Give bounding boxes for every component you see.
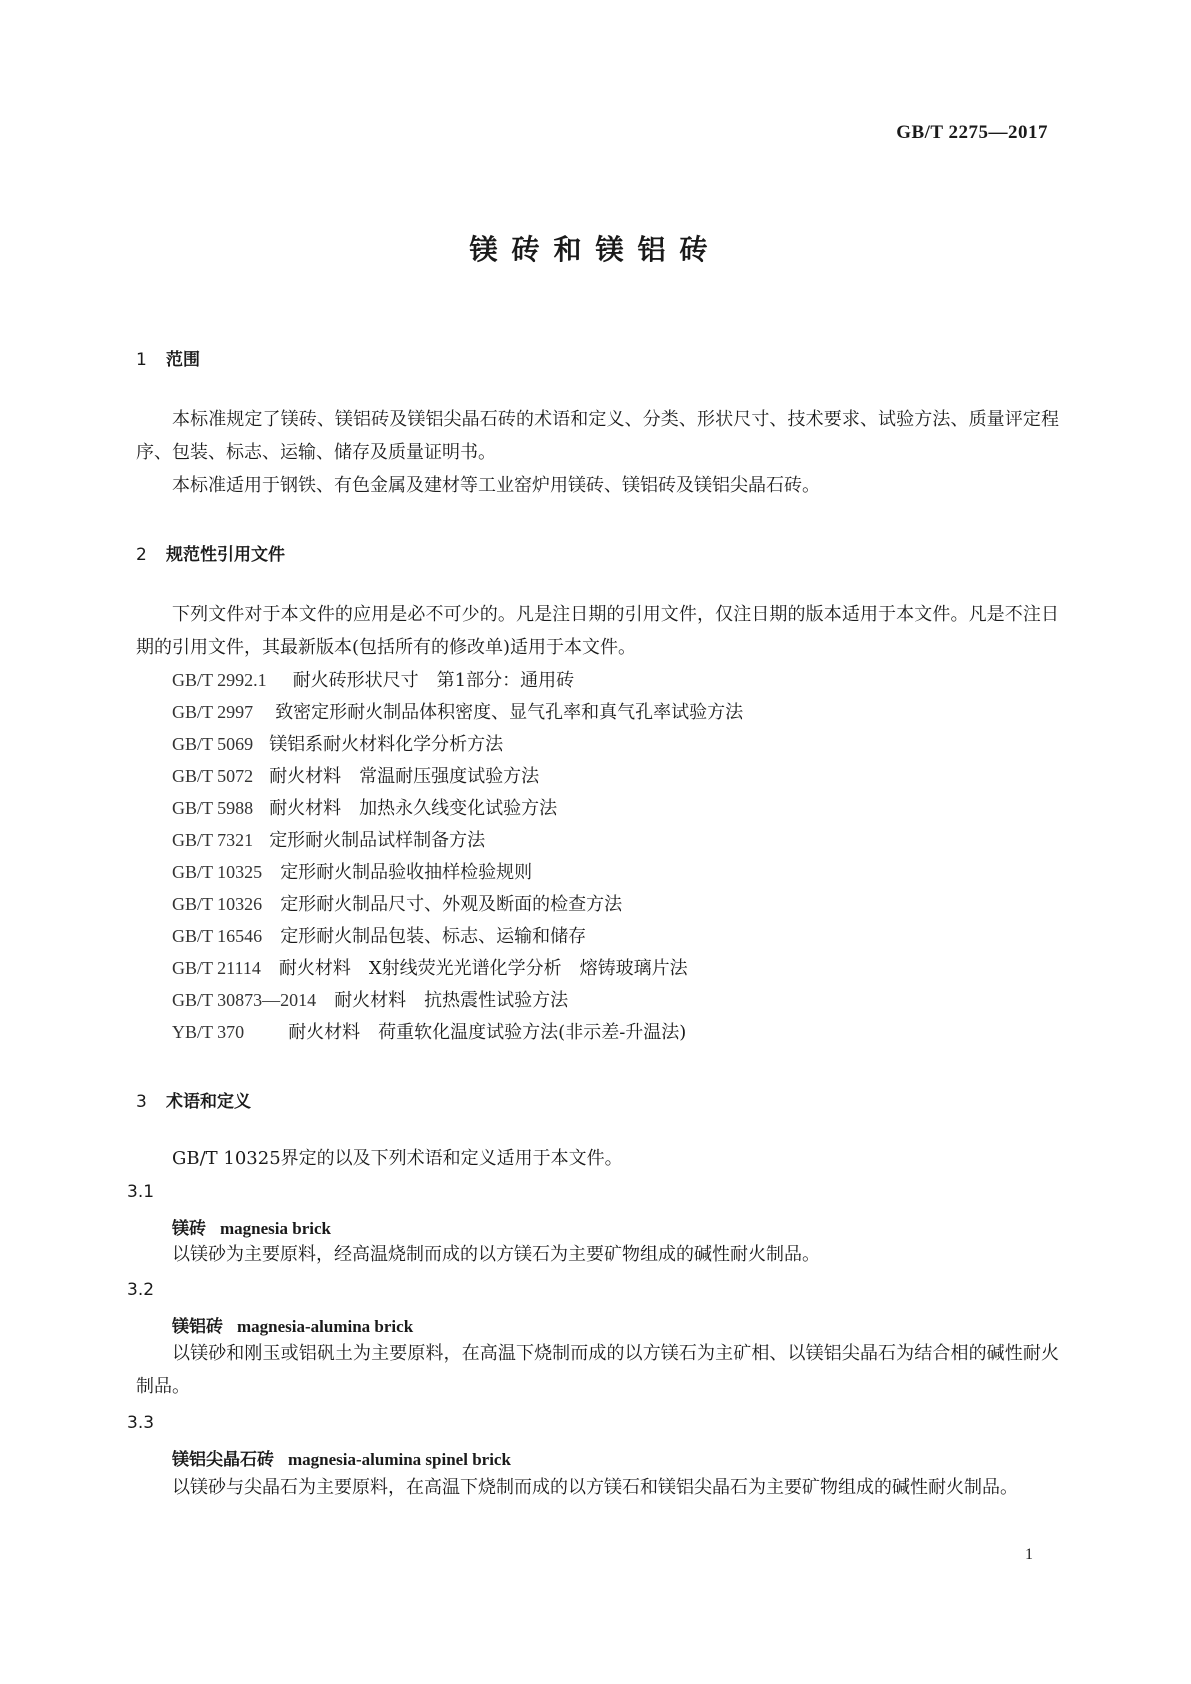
reference-code: GB/T 5072	[172, 766, 254, 786]
section-title: 规范性引用文件	[166, 545, 285, 565]
reference-item	[172, 1016, 743, 1048]
reference-title: 耐火砖形状尺寸 第1部分：通用砖	[292, 670, 575, 691]
reference-title: 定形耐火制品尺寸、外观及断面的检查方法	[280, 894, 623, 915]
reference-code: GB/T 21114	[172, 958, 261, 978]
standard-number: GB/T 2275—2017	[896, 122, 1048, 143]
term-en: magnesia-alumina spinel brick	[288, 1450, 511, 1469]
term-name	[172, 1214, 331, 1239]
reference-code: GB/T 5988	[172, 798, 254, 818]
term-definition: 以镁砂与尖晶石为主要原料，在高温下烧制而成的以方镁石和镁铝尖晶石为主要矿物组成的碱性耐火制品。	[172, 1477, 1018, 1498]
section-1-heading	[136, 345, 200, 370]
term-en: magnesia brick	[220, 1219, 331, 1238]
reference-code: GB/T 16546	[172, 926, 263, 946]
term-number: 3.1	[127, 1182, 155, 1202]
term-name	[172, 1445, 511, 1470]
reference-code: GB/T 10326	[172, 894, 263, 914]
reference-item	[172, 664, 743, 696]
reference-item	[172, 760, 743, 792]
term-zh: 镁铝尖晶石砖	[172, 1450, 274, 1470]
section-2-heading	[136, 540, 285, 565]
reference-title: 定形耐火制品包装、标志、运输和储存	[280, 926, 587, 947]
reference-item	[172, 920, 743, 952]
scope-paragraph-1: 本标准规定了镁砖、镁铝砖及镁铝尖晶石砖的术语和定义、分类、形状尺寸、技术要求、试验方法、质量评定程序、包装、标志、运输、储存及质量证明书。	[136, 409, 1059, 463]
terms-intro: GB/T 10325界定的以及下列术语和定义适用于本文件。	[172, 1148, 623, 1169]
reference-title: 致密定形耐火制品体积密度、显气孔率和真气孔率试验方法	[275, 702, 744, 723]
reference-list	[172, 664, 743, 1048]
reference-title: 耐火材料 荷重软化温度试验方法(非示差-升温法)	[288, 1022, 687, 1043]
term-zh: 镁砖	[172, 1219, 206, 1239]
reference-item	[172, 728, 743, 760]
reference-item	[172, 824, 743, 856]
term-number: 3.2	[127, 1280, 155, 1300]
reference-item	[172, 952, 743, 984]
term-definition: 以镁砂为主要原料，经高温烧制而成的以方镁石为主要矿物组成的碱性耐火制品。	[172, 1244, 820, 1265]
section-number: 1	[136, 350, 147, 370]
term-number: 3.3	[127, 1413, 155, 1433]
reference-item	[172, 856, 743, 888]
reference-code: YB/T 370	[172, 1022, 245, 1042]
normative-refs-intro: 下列文件对于本文件的应用是必不可少的。凡是注日期的引用文件，仅注日期的版本适用于本文件。凡是不注日期的引用文件，其最新版本(包括所有的修改单)适用于本文件。	[136, 604, 1059, 658]
reference-title: 镁铝系耐火材料化学分析方法	[269, 734, 504, 755]
section-3-heading	[136, 1087, 251, 1112]
section-number: 3	[136, 1092, 147, 1112]
term-en: magnesia-alumina brick	[237, 1317, 414, 1336]
reference-item	[172, 696, 743, 728]
reference-code: GB/T 10325	[172, 862, 263, 882]
reference-title: 耐火材料 X射线荧光光谱化学分析 熔铸玻璃片法	[278, 958, 688, 979]
reference-title: 耐火材料 常温耐压强度试验方法	[269, 766, 540, 787]
document-title: 镁砖和镁铝砖	[469, 233, 722, 266]
term-zh: 镁铝砖	[172, 1317, 223, 1337]
term-definition: 以镁砂和刚玉或铝矾土为主要原料，在高温下烧制而成的以方镁石为主矿相、以镁铝尖晶石为结合相的碱性耐火制品。	[136, 1343, 1059, 1397]
reference-title: 耐火材料 抗热震性试验方法	[334, 990, 569, 1011]
reference-code: GB/T 7321	[172, 830, 254, 850]
reference-code: GB/T 5069	[172, 734, 254, 754]
term-name	[172, 1312, 413, 1337]
reference-code: GB/T 2997	[172, 702, 254, 722]
reference-code: GB/T 2992.1	[172, 670, 267, 690]
reference-title: 定形耐火制品验收抽样检验规则	[280, 862, 533, 883]
section-title: 范围	[166, 350, 200, 370]
scope-paragraph-2: 本标准适用于钢铁、有色金属及建材等工业窑炉用镁砖、镁铝砖及镁铝尖晶石砖。	[172, 475, 820, 496]
section-number: 2	[136, 545, 147, 565]
reference-code: GB/T 30873—2014	[172, 990, 317, 1010]
page-number: 1	[1025, 1546, 1033, 1563]
reference-title: 定形耐火制品试样制备方法	[269, 830, 486, 851]
section-title: 术语和定义	[166, 1092, 251, 1112]
reference-title: 耐火材料 加热永久线变化试验方法	[269, 798, 558, 819]
reference-item	[172, 792, 743, 824]
reference-item	[172, 888, 743, 920]
reference-item	[172, 984, 743, 1016]
